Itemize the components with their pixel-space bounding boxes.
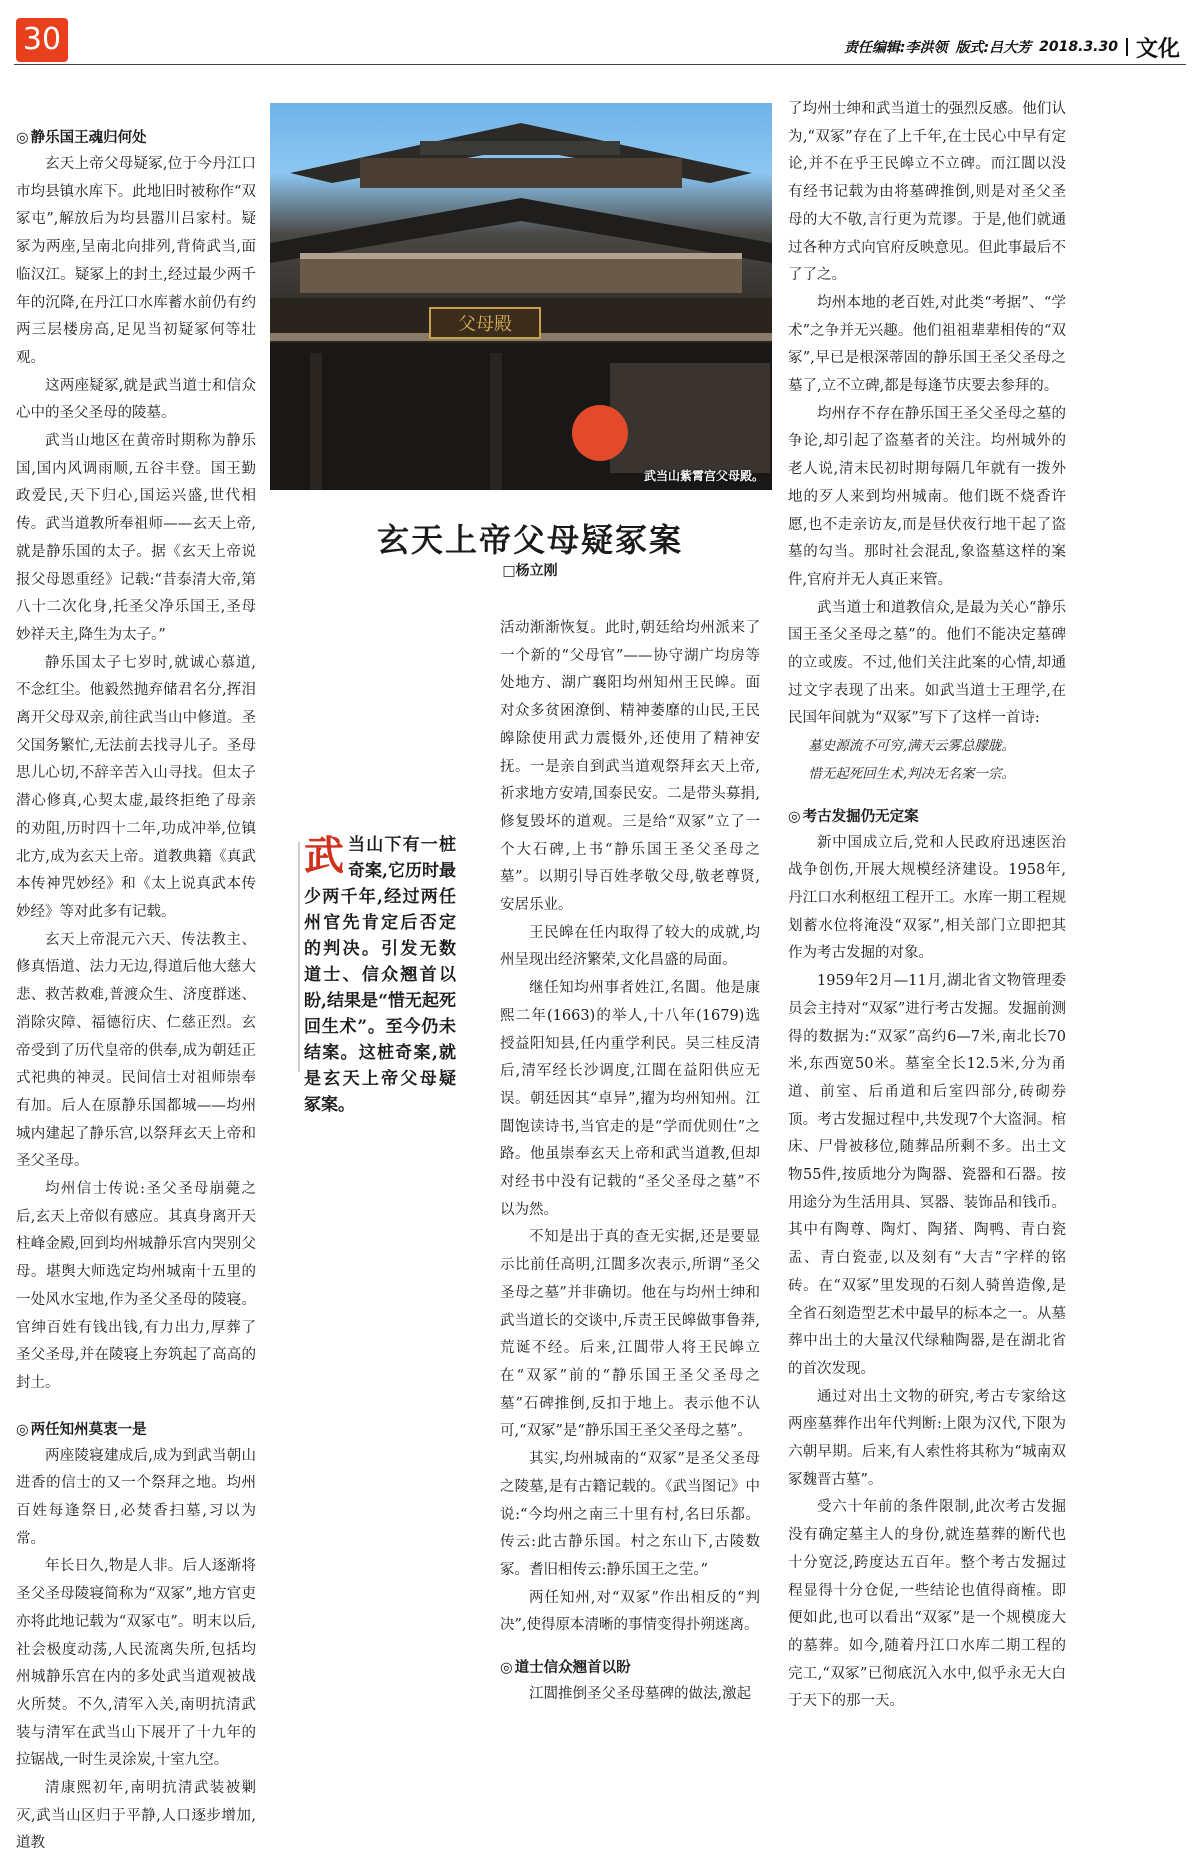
header-rule bbox=[14, 64, 1186, 65]
paragraph: 武当道士和道教信众,是最为关心“静乐国王圣父圣母之墓”的。他们不能决定墓碑的立或废。不过,他们关注此案的心情,却通过文字表现了出来。如武当道士王理学,在民国年间就为“双冢”写下了这样一首诗: bbox=[788, 599, 1066, 727]
paragraph: 活动渐渐恢复。此时,朝廷给均州派来了一个新的“父母官”——协守湖广均房等处地方、湖广襄阳均州知州王民皞。面对众多贫困潦倒、精神萎靡的山民,王民皞除使用武力震慑外,还使用了精神安抚。一是亲自到武当道观祭拜玄天上帝,祈求地方安靖,国泰民安。二是带头募捐,修复毁坏的道观。三是给“双冢”立了一个大石碑,上书“静乐国王圣父圣母之墓”。以期引导百姓孝敬父母,敬老尊贤,安居乐业。 bbox=[500, 620, 760, 914]
article-byline: □杨立刚 bbox=[502, 563, 558, 579]
article-title: 玄天上帝父母疑冢案 bbox=[376, 521, 683, 559]
paragraph: 均州存不存在静乐国王圣父圣母之墓的争论,却引起了盗墓者的关注。均州城外的老人说,清末民初时期每隔几年就有一拨外地的歹人来到均州城南。他们既不烧香许愿,也不走亲访友,而是昼伏夜行地干起了盗墓的勾当。那时社会混乱,象盗墓这样的案件,官府并无人真正来管。 bbox=[788, 405, 1066, 588]
paragraph: 玄天上帝混元六天、传法教主、修真悟道、法力无边,得道后他大慈大悲、救苦救难,普渡众生、济度群迷、消除灾障、福德衍庆、仁慈正烈。玄帝受到了历代皇帝的供奉,成为朝廷正式祀典的神灵。民间信士对祖师崇奉有加。后人在原静乐国都城——均州城内建起了静乐宫,以祭拜玄天上帝和圣父圣母。 bbox=[16, 931, 256, 1170]
photo-caption: 武当山紫霄宫父母殿。 bbox=[643, 469, 764, 483]
article-lede bbox=[304, 832, 456, 1118]
paragraph: 通过对出土文物的研究,考古专家给这两座墓葬作出年代判断:上限为汉代,下限为六朝早期。后来,有人索性将其称为“城南双冢魏晋古墓”。 bbox=[788, 1388, 1066, 1488]
paragraph: 静乐国太子七岁时,就诚心慕道,不念红尘。他毅然抛弃储君名分,挥泪离开父母双亲,前往武当山中修道。圣父国务繁忙,无法前去找寻儿子。圣母思儿心切,不辞辛苦入山寻找。但太子潜心修真,心契太虚,最终拒绝了母亲的劝阻,历时四十二年,功成冲举,位镇北方,成为玄天上帝。道教典籍《真武本传神咒妙经》和《太上说真武本传妙经》等对此多有记载。 bbox=[16, 654, 256, 920]
paragraph: 了均州士绅和武当道士的强烈反感。他们认为,“双冢”存在了上千年,在士民心中早有定论,并不在乎王民皞立不立碑。而江閶以没有经书记载为由将墓碑推倒,则是对圣父圣母的大不敬,言行更为荒谬。于是,他们就通过各种方式向官府反映意见。但此事最后不了了之。 bbox=[788, 101, 1066, 284]
paragraph: 玄天上帝父母疑冢,位于今丹江口市均县镇水库下。此地旧时被称作“双冢屯”,解放后为均县嚣川吕家村。疑冢为两座,呈南北向排列,背倚武当,面临汉江。疑冢上的封土,经过最少两千年的沉降,在丹江口水库蓄水前仍有约两三层楼房高,足见当初疑冢何等壮观。 bbox=[16, 156, 256, 366]
editor-credit: 责任编辑:李洪领 bbox=[843, 40, 948, 56]
temple-photo bbox=[270, 103, 772, 490]
issue-date: 2018.3.30 bbox=[1039, 39, 1118, 55]
paragraph: 继任知均州事者姓江,名閶。他是康熙二年(1663)的举人,十八年(1679)选授益阳知县,任内重学利民。吴三桂反清后,清军经长沙调度,江閶在益阳供应无误。朝廷因其“卓异”,擢为均州知州。江閶饱读诗书,当官走的是“学而优则仕”之路。他虽崇奉玄天上帝和武当道教,但却对经书中没有记载的“圣父圣母之墓”不以为然。 bbox=[500, 980, 760, 1218]
temple-illustration bbox=[270, 103, 772, 490]
lede-text: 当山下有一桩奇案,它历时最少两千年,经过两任州官先肯定后否定的判决。引发无数道士、信众翘首以盼,结果是“惜无起死回生术”。至今仍未结案。这桩奇案,就是玄天上帝父母疑冢案。 bbox=[304, 835, 456, 1115]
article-column-3 bbox=[788, 96, 1066, 1716]
drop-cap: 武 bbox=[304, 832, 344, 879]
subheading: ◎ 道士信众翘首以盼 bbox=[500, 1654, 760, 1681]
page-header bbox=[844, 34, 1180, 60]
subheading: ◎ 静乐国王魂归何处 bbox=[16, 124, 256, 151]
paragraph: 两座陵寝建成后,成为到武当朝山进香的信士的又一个祭拜之地。均州百姓每逢祭日,必焚香扫墓,习以为常。 bbox=[16, 1447, 256, 1547]
paragraph: 江閶推倒圣父圣母墓碑的做法,激起 bbox=[529, 1686, 752, 1703]
paragraph: 均州本地的老百姓,对此类“考据”、“学术”之争并无兴趣。他们祖祖辈辈相传的“双冢”,早已是根深蒂固的静乐国王圣父圣母之墓了,立不立碑,都是每逢节庆要去参拜的。 bbox=[788, 294, 1066, 395]
paragraph: 1959年2月—11月,湖北省文物管理委员会主持对“双冢”进行考古发掘。发掘前测得的数据为:“双冢”高约6—7米,南北长70米,东西宽50米。墓室全长12.5米,分为甬道、前室、后甬道和后室四部分,砖砌券顶。考古发掘过程中,共发现7个大盗洞。棺床、尸骨被移位,随葬品所剩不多。出土文物55件,按质地分为陶器、瓷器和石器。按用途分为生活用具、冥器、装饰品和钱币。其中有陶尊、陶灯、陶猪、陶鸭、青白瓷盂、青白瓷壶,以及刻有“大吉”字样的铭砖。在“双冢”里发现的石刻人骑兽造像,是全省石刻造型艺术中最早的标本之一。从墓葬中出土的大量汉代绿釉陶器,是在湖北省的首次发现。 bbox=[788, 973, 1066, 1377]
article-column-1 bbox=[16, 129, 256, 1858]
paragraph: 王民皞在任内取得了较大的成就,均州呈现出经济繁荣,文化昌盛的局面。 bbox=[500, 924, 760, 969]
paragraph: 新中国成立后,党和人民政府迅速医治战争创伤,开展大规模经济建设。1958年,丹江口水利枢纽工程开工。水库一期工程规划蓄水位将淹没“双冢”,相关部门立即把其作为考古发掘的对象。 bbox=[788, 834, 1066, 962]
paragraph: 清康熙初年,南明抗清武装被剿灭,武当山区归于平静,人口逐步增加,道教 bbox=[16, 1780, 256, 1852]
paragraph: 这两座疑冢,就是武当道士和信众心中的圣父圣母的陵墓。 bbox=[16, 377, 256, 422]
article-column-2 bbox=[500, 615, 760, 1709]
subheading: ◎ 考古发掘仍无定案 bbox=[788, 803, 1066, 830]
paragraph: 均州信士传说:圣父圣母崩薨之后,玄天上帝似有感应。其真身离开天柱峰金殿,回到均州城静乐宫内哭别父母。堪舆大师选定均州城南十五里的一处风水宝地,作为圣父圣母的陵寝。官绅百姓有钱出钱,有力出力,厚葬了圣父圣母,并在陵寝上夯筑起了高高的封土。 bbox=[16, 1181, 256, 1391]
subheading: ◎ 两任知州莫衷一是 bbox=[16, 1416, 256, 1443]
paragraph: 武当山地区在黄帝时期称为静乐国,国内风调雨顺,五谷丰登。国王勤政爱民,天下归心,国运兴盛,世代相传。武当道教所奉祖师——玄天上帝,就是静乐国的太子。据《玄天上帝说报父母恩重经》记载:“昔泰清大帝,第八十二次化身,托圣父净乐国王,圣母妙祥天主,降生为太子。” bbox=[16, 433, 256, 643]
poem-line: 墓史源流不可穷,满天云雾总朦胧。 bbox=[808, 738, 1016, 755]
page-number-badge: 30 bbox=[16, 18, 68, 62]
poem-line: 惜无起死回生术,判决无名案一宗。 bbox=[808, 765, 1016, 782]
lede-divider bbox=[298, 842, 300, 1072]
section-name: 文化 bbox=[1135, 36, 1180, 62]
plaque-text: 父母殿 bbox=[458, 314, 512, 335]
header-divider bbox=[1126, 38, 1128, 56]
paragraph: 其实,均州城南的“双冢”是圣父圣母之陵墓,是有古籍记载的。《武当图记》中说:“今均州之南三十里有村,名曰乐都。传云:此古静乐国。村之东山下,古陵数冢。耆旧相传云:静乐国王之茔。” bbox=[500, 1451, 760, 1578]
poem bbox=[788, 733, 1066, 788]
paragraph: 不知是出于真的查无实据,还是要显示比前任高明,江閶多次表示,所谓“圣父圣母之墓”并非确切。他在与均州士绅和武当道长的交谈中,斥责王民皞做事鲁莽,荒诞不经。后来,江閶带人将王民皞立在“双冢”前的“静乐国王圣父圣母之墓”石碑推倒,反扣于地上。表示他不认可,“双冢”是“静乐国王圣父圣母之墓”。 bbox=[500, 1229, 760, 1440]
paragraph: 受六十年前的条件限制,此次考古发掘没有确定墓主人的身份,就连墓葬的断代也十分宽泛,跨度达五百年。整个考古发掘过程显得十分仓促,一些结论也值得商榷。即便如此,也可以看出“双冢”是一个规模庞大的墓葬。如今,随着丹江口水库二期工程的完工,“双冢”已彻底沉入水中,似乎永无大白于天下的那一天。 bbox=[788, 1499, 1066, 1710]
layout-credit: 版式:吕大芳 bbox=[955, 40, 1032, 56]
paragraph: 两任知州,对“双冢”作出相反的“判决”,使得原本清晰的事情变得扑朔迷离。 bbox=[500, 1589, 760, 1634]
paragraph: 年长日久,物是人非。后人逐渐将圣父圣母陵寝简称为“双冢”,地方官吏亦将此地记载为“双冢屯”。明末以后,社会极度动荡,人民流离失所,包括均州城静乐宫在内的多处武当道观被战火所焚。不久,清军入关,南明抗清武装与清军在武当山下展开了十九年的拉锯战,一时生灵涂炭,十室九空。 bbox=[16, 1558, 256, 1769]
